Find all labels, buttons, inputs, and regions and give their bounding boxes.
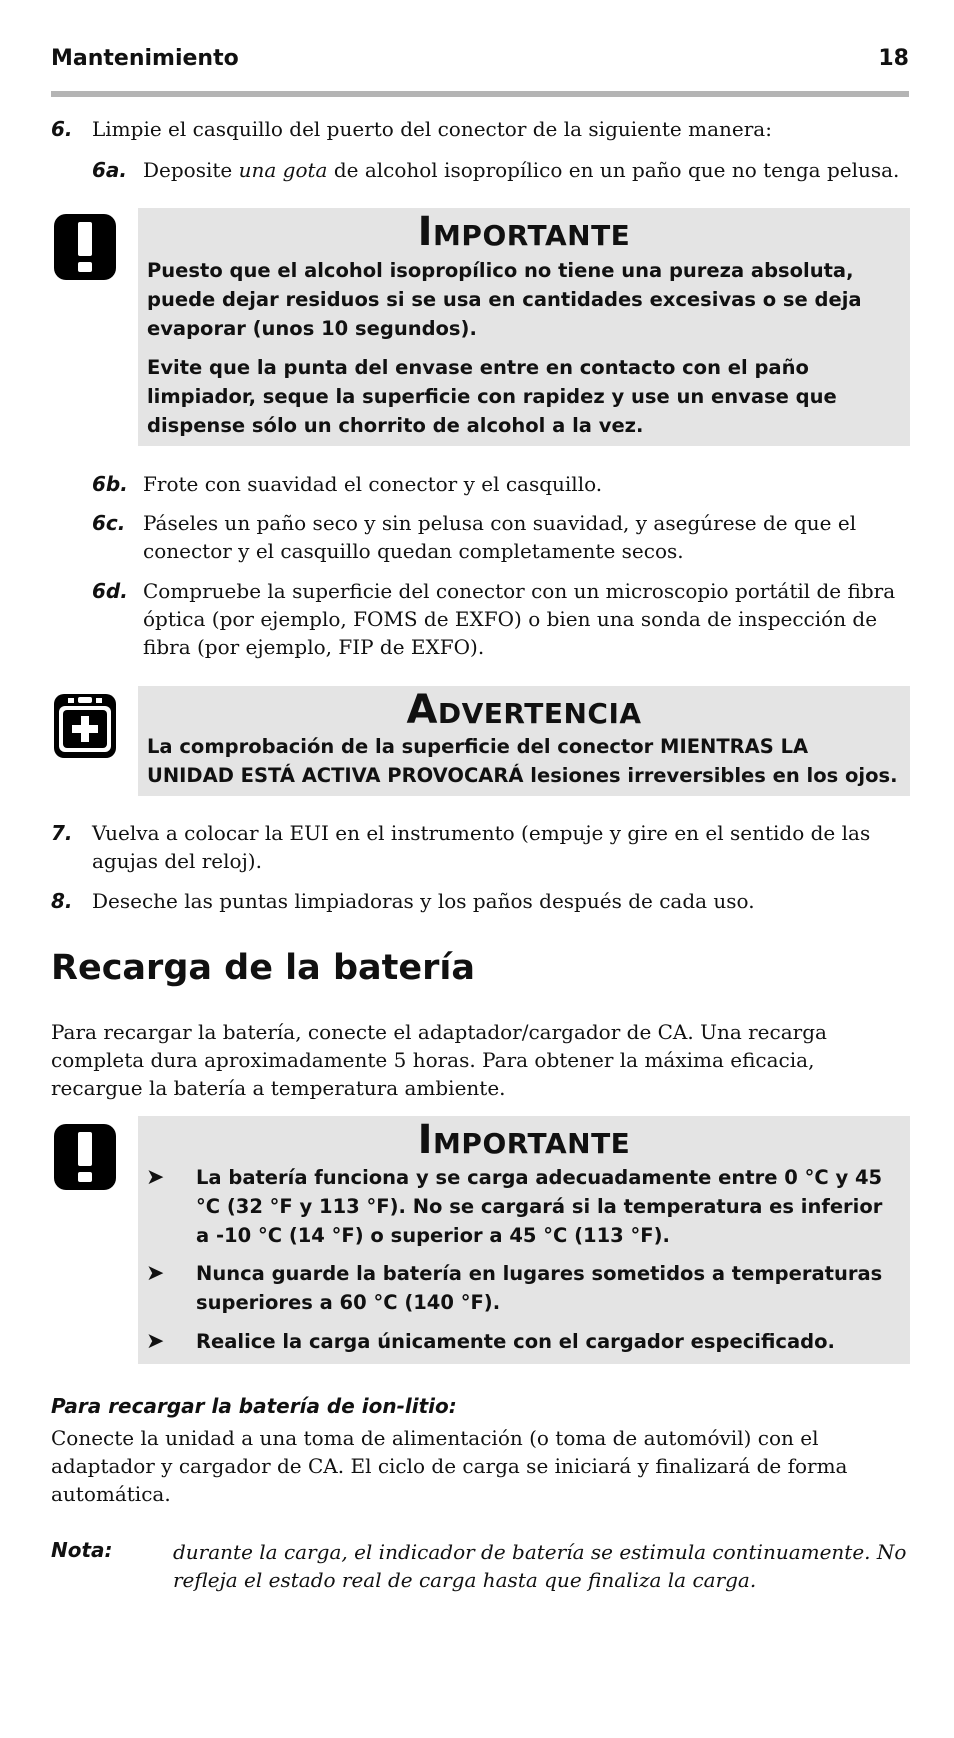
arrow-bullet-icon: ➤ bbox=[146, 1261, 165, 1286]
header-section-title: Mantenimiento bbox=[51, 46, 239, 71]
important-callout bbox=[138, 1116, 910, 1364]
step-text: Vuelva a colocar la EUI en el instrumento (empuje y gire en el sentido de las agujas del reloj). bbox=[92, 821, 871, 873]
bullet-text: La batería funciona y se carga adecuadamente entre 0 °C y 45 °C (32 °F y 113 °F). No se cargará si la temperatura es inferior a -10 °C (14 °F) o superior a 45 °C (113 °F). bbox=[196, 1166, 883, 1247]
arrow-bullet-icon: ➤ bbox=[146, 1329, 165, 1354]
header-rule bbox=[51, 91, 909, 97]
step-6b bbox=[92, 470, 912, 498]
callout-paragraph: Evite que la punta del envase entre en contacto con el paño limpiador, seque la superficie con rapidez y use un envase que dispense sólo un chorrito de alcohol a la vez. bbox=[147, 356, 837, 437]
step-number: 7. bbox=[51, 821, 73, 845]
section-heading: Recarga de la batería bbox=[51, 948, 475, 988]
bullet-text: Realice la carga únicamente con el cargador especificado. bbox=[196, 1330, 835, 1353]
step-text: Limpie el casquillo del puerto del conector de la siguiente manera: bbox=[92, 117, 772, 141]
callout-title: Importante bbox=[417, 209, 631, 255]
callout-paragraph: Puesto que el alcohol isopropílico no tiene una pureza absoluta, puede dejar residuos si se usa en cantidades excesivas o se deja evaporar (unos 10 segundos). bbox=[147, 259, 862, 340]
page-number: 18 bbox=[878, 46, 909, 71]
bullet-item bbox=[146, 1163, 900, 1250]
text-before: Deposite bbox=[143, 158, 239, 182]
step-8 bbox=[51, 887, 911, 915]
bullet-item bbox=[146, 1259, 900, 1317]
callout-paragraph: La comprobación de la superficie del conector MIENTRAS LA UNIDAD ESTÁ ACTIVA PROVOCARÁ lesiones irreversibles en los ojos. bbox=[147, 735, 898, 787]
text-after: de alcohol isopropílico en un paño que no tenga pelusa. bbox=[327, 158, 900, 182]
arrow-bullet-icon: ➤ bbox=[146, 1165, 165, 1190]
step-6c bbox=[92, 509, 912, 565]
callout-title: Importante bbox=[417, 1117, 631, 1163]
note-label: Nota: bbox=[51, 1538, 113, 1562]
bullet-item bbox=[146, 1327, 900, 1356]
procedure-text: Conecte la unidad a una toma de alimentación (o toma de automóvil) con el adaptador y cargador de CA. El ciclo de carga se iniciará y finalizará de forma automática. bbox=[51, 1426, 848, 1506]
step-7 bbox=[51, 819, 911, 875]
bullet-text: Nunca guarde la batería en lugares sometidos a temperaturas superiores a 60 °C (140 °F). bbox=[196, 1262, 883, 1314]
step-number: 6d. bbox=[92, 579, 128, 603]
step-6d bbox=[92, 577, 912, 661]
important-callout bbox=[138, 208, 910, 446]
warning-callout bbox=[138, 686, 910, 796]
step-text: Deseche las puntas limpiadoras y los paños después de cada uso. bbox=[92, 889, 755, 913]
section-intro: Para recargar la batería, conecte el adaptador/cargador de CA. Una recarga completa dura aproximadamente 5 horas. Para obtener la máxima eficacia, recargue la batería a temperatura ambiente. bbox=[51, 1020, 827, 1100]
note-text: durante la carga, el indicador de batería se estimula continuamente. No refleja el estado real de carga hasta que finaliza la carga. bbox=[173, 1540, 907, 1592]
step-number: 6. bbox=[51, 117, 73, 141]
step-number: 6a. bbox=[92, 158, 128, 182]
callout-title: Advertencia bbox=[406, 687, 642, 733]
step-number: 6c. bbox=[92, 511, 126, 535]
step-text: Frote con suavidad el conector y el casquillo. bbox=[143, 472, 603, 496]
step-6 bbox=[51, 115, 911, 143]
step-text bbox=[143, 156, 899, 184]
step-number: 6b. bbox=[92, 472, 128, 496]
procedure-heading: Para recargar la batería de ion-litio: bbox=[51, 1394, 457, 1418]
ambulance-icon bbox=[54, 694, 116, 758]
step-text: Páseles un paño seco y sin pelusa con suavidad, y asegúrese de que el conector y el casquillo quedan completamente secos. bbox=[143, 511, 857, 563]
step-6a bbox=[92, 156, 912, 184]
step-number: 8. bbox=[51, 889, 73, 913]
step-text: Compruebe la superficie del conector con un microscopio portátil de fibra óptica (por ejemplo, FOMS de EXFO) o bien una sonda de inspección de fibra (por ejemplo, FIP de EXFO). bbox=[143, 579, 896, 659]
exclamation-icon bbox=[54, 214, 116, 280]
page-header bbox=[51, 46, 909, 78]
text-emphasis: una gota bbox=[238, 158, 328, 182]
exclamation-icon bbox=[54, 1124, 116, 1190]
